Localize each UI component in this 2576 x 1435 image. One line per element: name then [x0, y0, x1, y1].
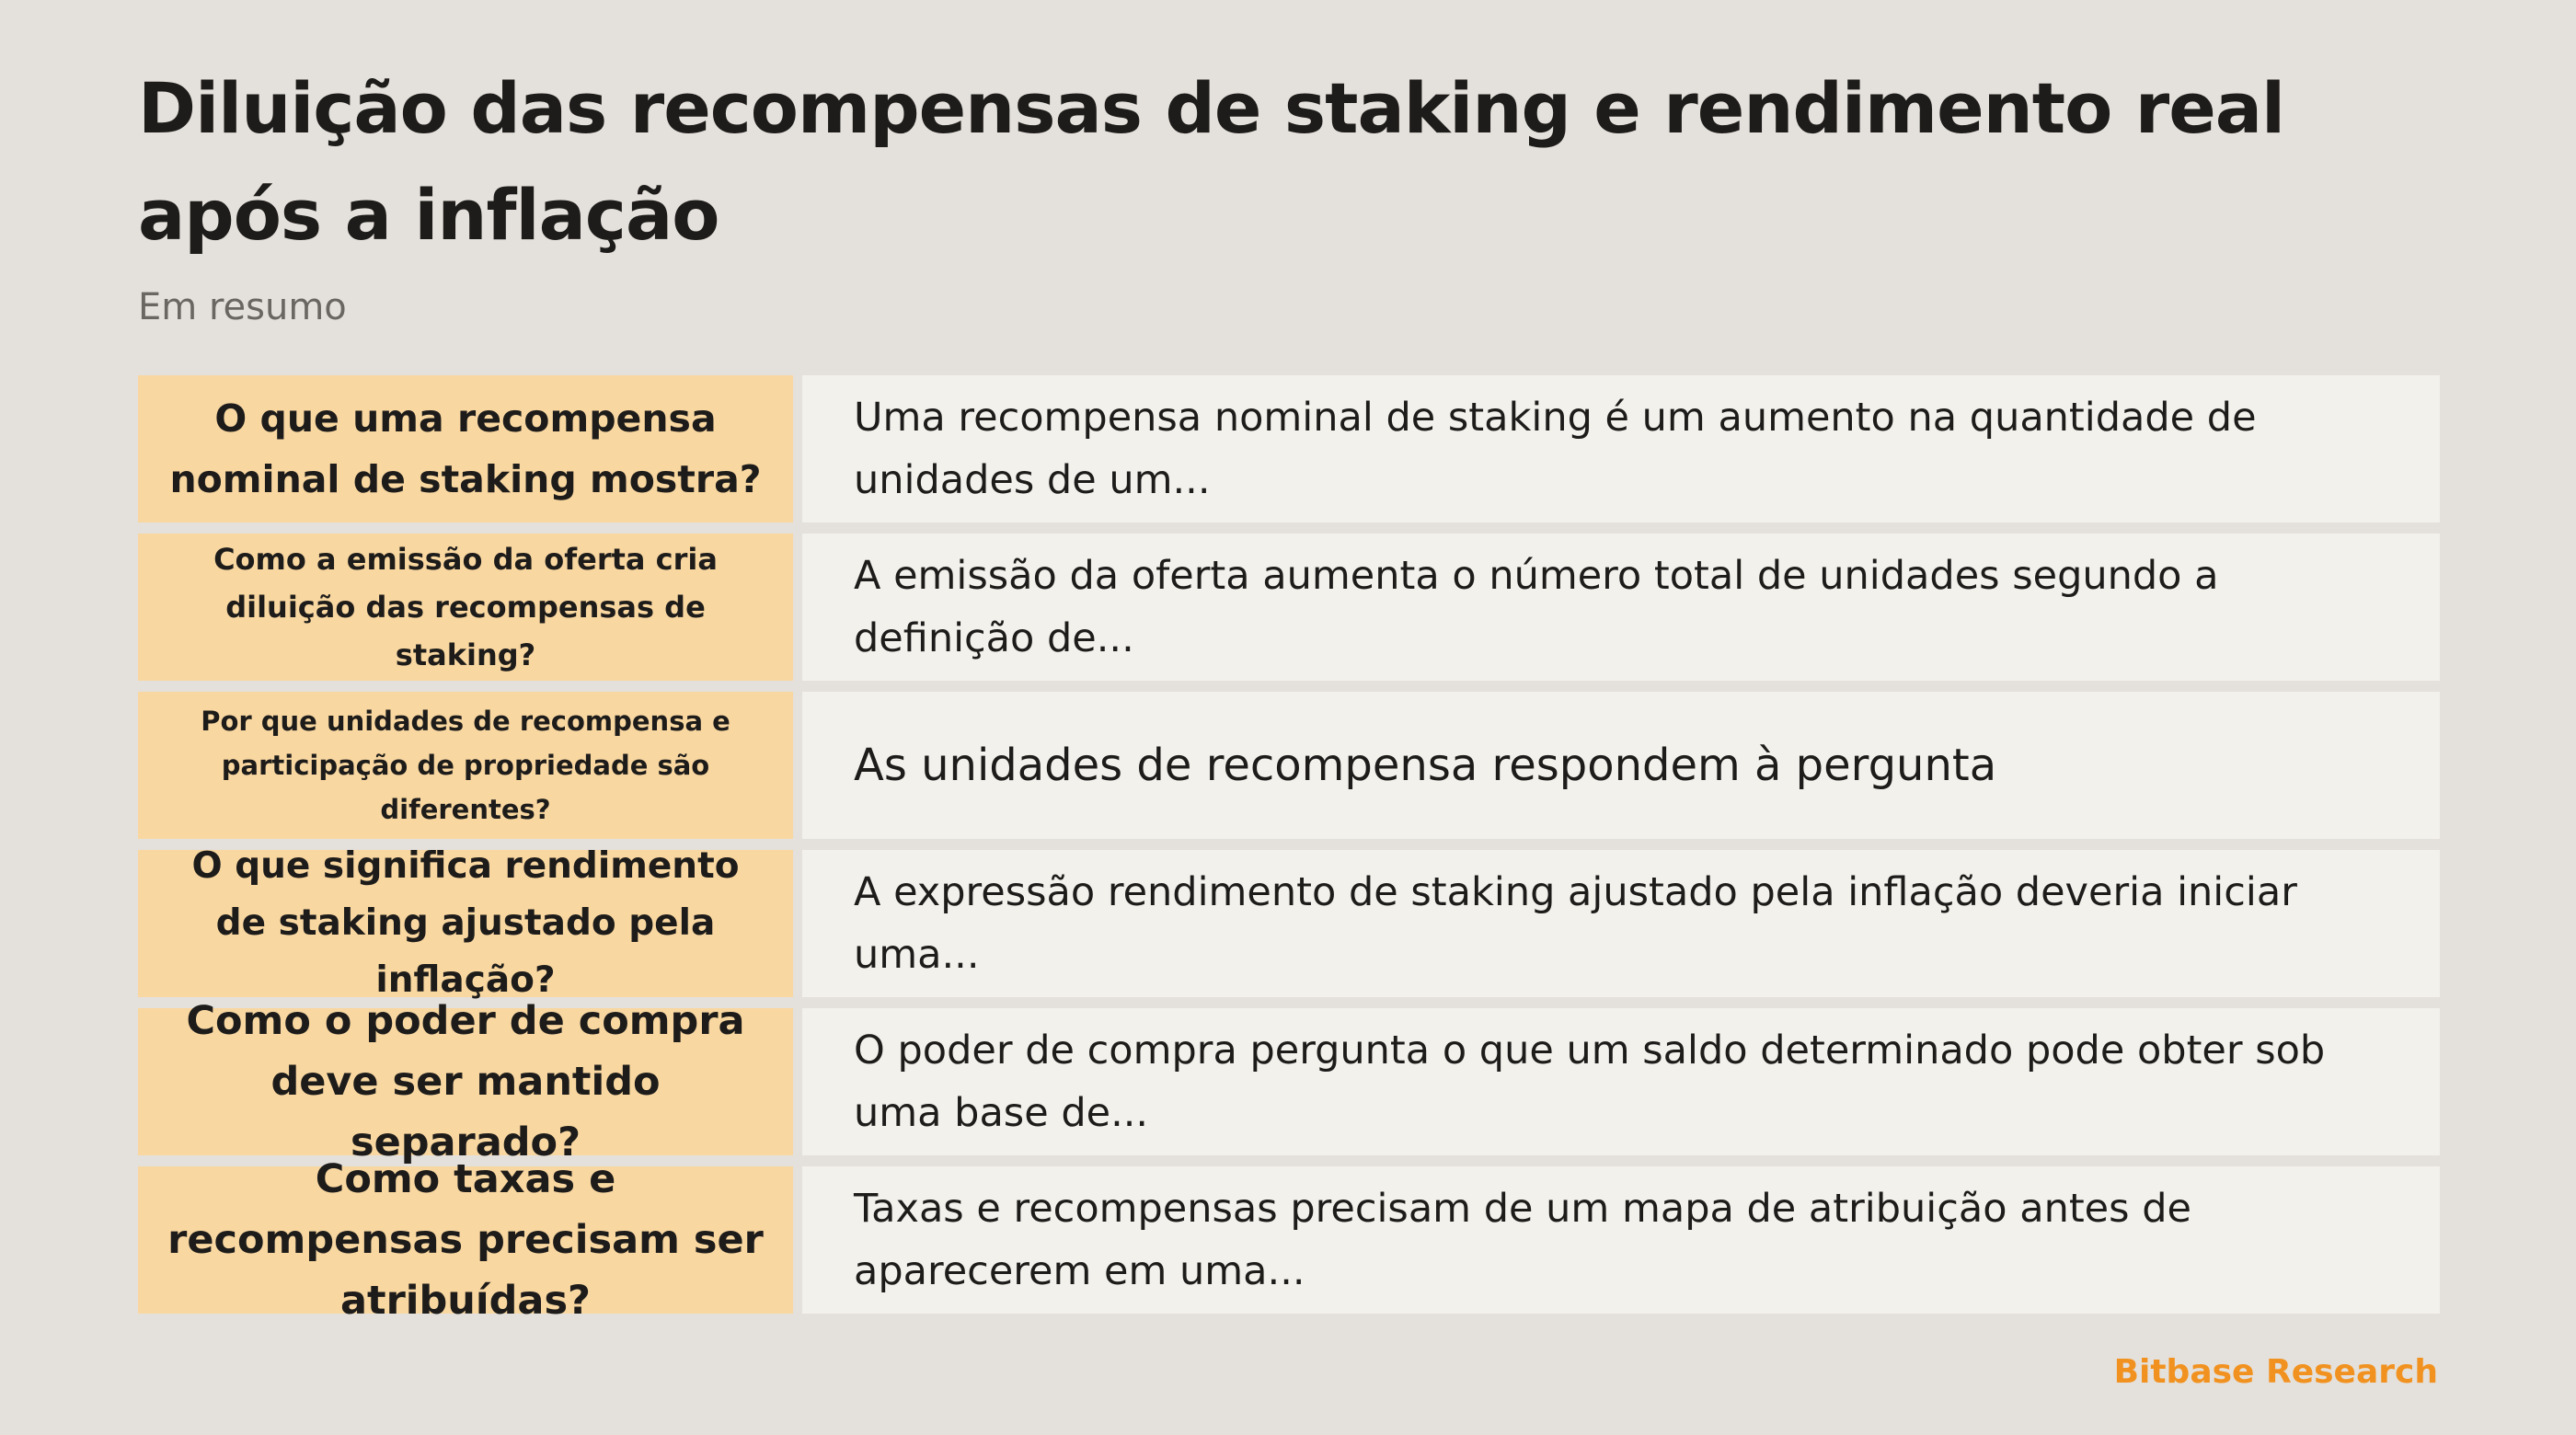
page-title: Diluição das recompensas de staking e rendimento real após a inflação: [138, 67, 2285, 256]
answer-cell: As unidades de recompensa respondem à pergunta: [802, 692, 2440, 839]
page-subtitle: Em resumo: [138, 286, 347, 328]
table-row: [138, 1156, 2440, 1324]
question-cell: Como taxas e recompensas precisam ser atribuídas?: [138, 1166, 793, 1314]
answer-cell: Uma recompensa nominal de staking é um aumento na quantidade de unidades de um...: [802, 375, 2440, 522]
question-cell: O que uma recompensa nominal de staking mostra?: [138, 375, 793, 522]
question-cell: O que significa rendimento de staking ajustado pela inflação?: [138, 850, 793, 997]
brand-credit: Bitbase Research: [2113, 1353, 2438, 1391]
question-cell: Como a emissão da oferta cria diluição das recompensas de staking?: [138, 534, 793, 681]
summary-table: [138, 375, 2440, 1324]
table-row: [138, 998, 2440, 1165]
question-cell: Como o poder de compra deve ser mantido separado?: [138, 1008, 793, 1155]
answer-cell: A emissão da oferta aumenta o número total de unidades segundo a definição de...: [802, 534, 2440, 681]
question-cell: Por que unidades de recompensa e participação de propriedade são diferentes?: [138, 692, 793, 839]
table-row: [138, 375, 2440, 522]
answer-cell: O poder de compra pergunta o que um saldo determinado pode obter sob uma base de...: [802, 1008, 2440, 1155]
table-row: [138, 692, 2440, 839]
table-row: [138, 534, 2440, 681]
answer-cell: Taxas e recompensas precisam de um mapa de atribuição antes de aparecerem em uma...: [802, 1166, 2440, 1314]
answer-cell: A expressão rendimento de staking ajustado pela inflação deveria iniciar uma...: [802, 850, 2440, 997]
table-row: [138, 845, 2440, 1001]
